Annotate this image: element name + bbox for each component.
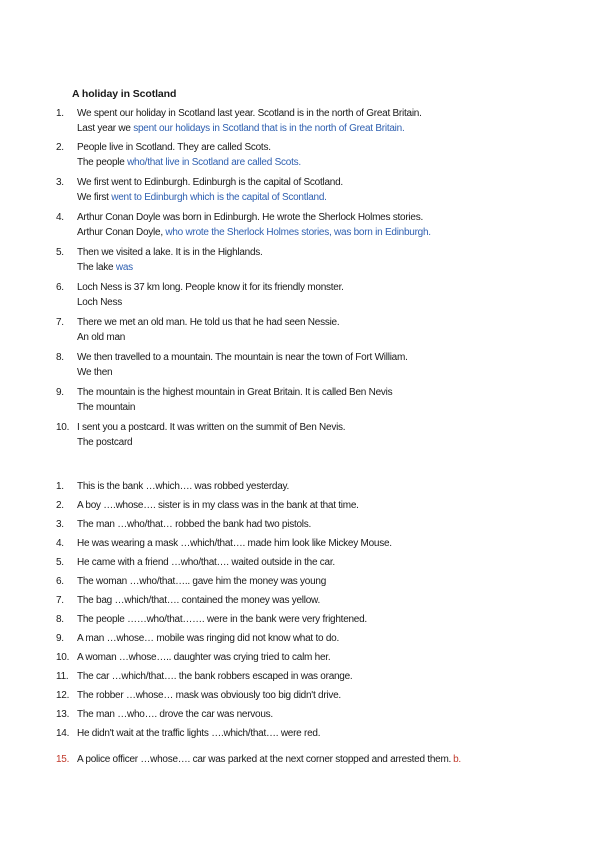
item-number: 4. [56, 212, 64, 223]
item-text [77, 556, 335, 569]
item-sentence: I sent you a postcard. It was written on the summit of Ben Nevis. [77, 422, 346, 433]
item-number: 15. [56, 754, 70, 765]
item-text [77, 708, 273, 721]
item-sentence: Arthur Conan Doyle was born in Edinburgh. He wrote the Sherlock Holmes stories. [77, 212, 423, 223]
item-prompt: Last year we [77, 123, 134, 134]
item-text [77, 753, 461, 766]
item-number: 1. [56, 481, 64, 492]
item-number: 10. [56, 422, 70, 433]
item-sentence: Then we visited a lake. It is in the Highlands. [77, 247, 263, 258]
item-number: 5. [56, 557, 64, 568]
item-sentence: He came with a friend …who/that…. waited outside in the car. [77, 557, 335, 568]
item-answer: went to Edinburgh which is the capital of Scontland. [111, 192, 327, 203]
item-text [77, 651, 330, 664]
item-prompt: The people [77, 157, 128, 168]
item-answer: was [115, 262, 133, 273]
item-sentence: The car …which/that…. the bank robbers escaped in was orange. [77, 671, 353, 682]
item-sentence: He didn't wait at the traffic lights ….which/that…. were red. [77, 728, 321, 739]
item-number: 1. [56, 108, 64, 119]
item-prompt: We first [77, 192, 112, 203]
item-sentence: People live in Scotland. They are called Scots. [77, 142, 271, 153]
item-sentence: We spent our holiday in Scotland last year. Scotland is in the north of Great Britain. [77, 108, 422, 119]
item-number: 12. [56, 690, 70, 701]
item-number: 14. [56, 728, 70, 739]
item-answer-line [77, 331, 125, 344]
item-text [77, 480, 289, 493]
item-number: 11. [56, 671, 69, 682]
item-sentence: A police officer …whose…. car was parked at the next corner stopped and arrested them. [77, 754, 452, 765]
item-number: 6. [56, 282, 64, 293]
item-sentence: The man …who…. drove the car was nervous. [77, 709, 273, 720]
item-number: 3. [56, 519, 64, 530]
item-answer-line [77, 191, 327, 204]
item-number: 2. [56, 500, 64, 511]
item-number: 7. [56, 317, 64, 328]
item-number: 6. [56, 576, 64, 587]
item-prompt: We then [77, 367, 113, 378]
item-answer: spent our holidays in Scotland that is in the north of Great Britain. [133, 123, 405, 134]
item-answer-line [77, 296, 122, 309]
item-answer-line [77, 436, 132, 449]
item-answer-line [77, 122, 404, 135]
item-prompt: Loch Ness [77, 297, 122, 308]
item-prompt: The lake [77, 262, 116, 273]
item-answer: who/that live in Scotland are called Scots. [127, 157, 301, 168]
item-prompt: The postcard [77, 437, 133, 448]
item-answer-line [77, 226, 431, 239]
item-sentence: The woman …who/that….. gave him the money was young [77, 576, 327, 587]
item-answer-line [77, 401, 135, 414]
item-sentence: Loch Ness is 37 km long. People know it for its friendly monster. [77, 282, 344, 293]
item-text [77, 499, 359, 512]
item-text [77, 689, 341, 702]
item-answer-line [77, 261, 133, 274]
item-suffix: b. [453, 754, 461, 765]
item-sentence: There we met an old man. He told us that he had seen Nessie. [77, 317, 340, 328]
item-sentence: The man …who/that… robbed the bank had two pistols. [77, 519, 312, 530]
item-number: 13. [56, 709, 70, 720]
item-number: 9. [56, 633, 64, 644]
item-sentence: A man …whose… mobile was ringing did not know what to do. [77, 633, 340, 644]
item-text [77, 613, 367, 626]
item-sentence: He was wearing a mask …which/that…. made him look like Mickey Mouse. [77, 538, 392, 549]
item-text [77, 518, 311, 531]
item-number: 9. [56, 387, 64, 398]
item-sentence: The bag …which/that…. contained the money was yellow. [77, 595, 320, 606]
item-number: 3. [56, 177, 64, 188]
item-number: 5. [56, 247, 64, 258]
item-answer: who wrote the Sherlock Holmes stories, was born in Edinburgh. [165, 227, 431, 238]
item-prompt: Arthur Conan Doyle, [77, 227, 166, 238]
item-sentence: A woman …whose….. daughter was crying tried to calm her. [77, 652, 331, 663]
item-sentence: The people ……who/that……. were in the bank were very frightened. [77, 614, 367, 625]
item-text [77, 670, 352, 683]
item-number: 4. [56, 538, 64, 549]
item-number: 7. [56, 595, 64, 606]
item-text [77, 575, 326, 588]
item-text [77, 632, 339, 645]
item-text [77, 594, 320, 607]
item-sentence: The mountain is the highest mountain in Great Britain. It is called Ben Nevis [77, 387, 393, 398]
item-sentence: We first went to Edinburgh. Edinburgh is the capital of Scotland. [77, 177, 343, 188]
item-number: 10. [56, 652, 70, 663]
item-number: 2. [56, 142, 64, 153]
item-number: 8. [56, 614, 64, 625]
item-prompt: An old man [77, 332, 126, 343]
item-sentence: A boy ….whose…. sister is in my class was in the bank at that time. [77, 500, 359, 511]
item-text [77, 537, 392, 550]
item-number: 8. [56, 352, 64, 363]
item-answer-line [77, 366, 112, 379]
item-text [77, 727, 320, 740]
item-sentence: We then travelled to a mountain. The mountain is near the town of Fort William. [77, 352, 408, 363]
page-title: A holiday in Scotland [72, 88, 177, 100]
item-sentence: This is the bank …which…. was robbed yesterday. [77, 481, 290, 492]
item-prompt: The mountain [77, 402, 136, 413]
item-sentence: The robber …whose… mask was obviously too big didn't drive. [77, 690, 341, 701]
item-answer-line [77, 156, 301, 169]
